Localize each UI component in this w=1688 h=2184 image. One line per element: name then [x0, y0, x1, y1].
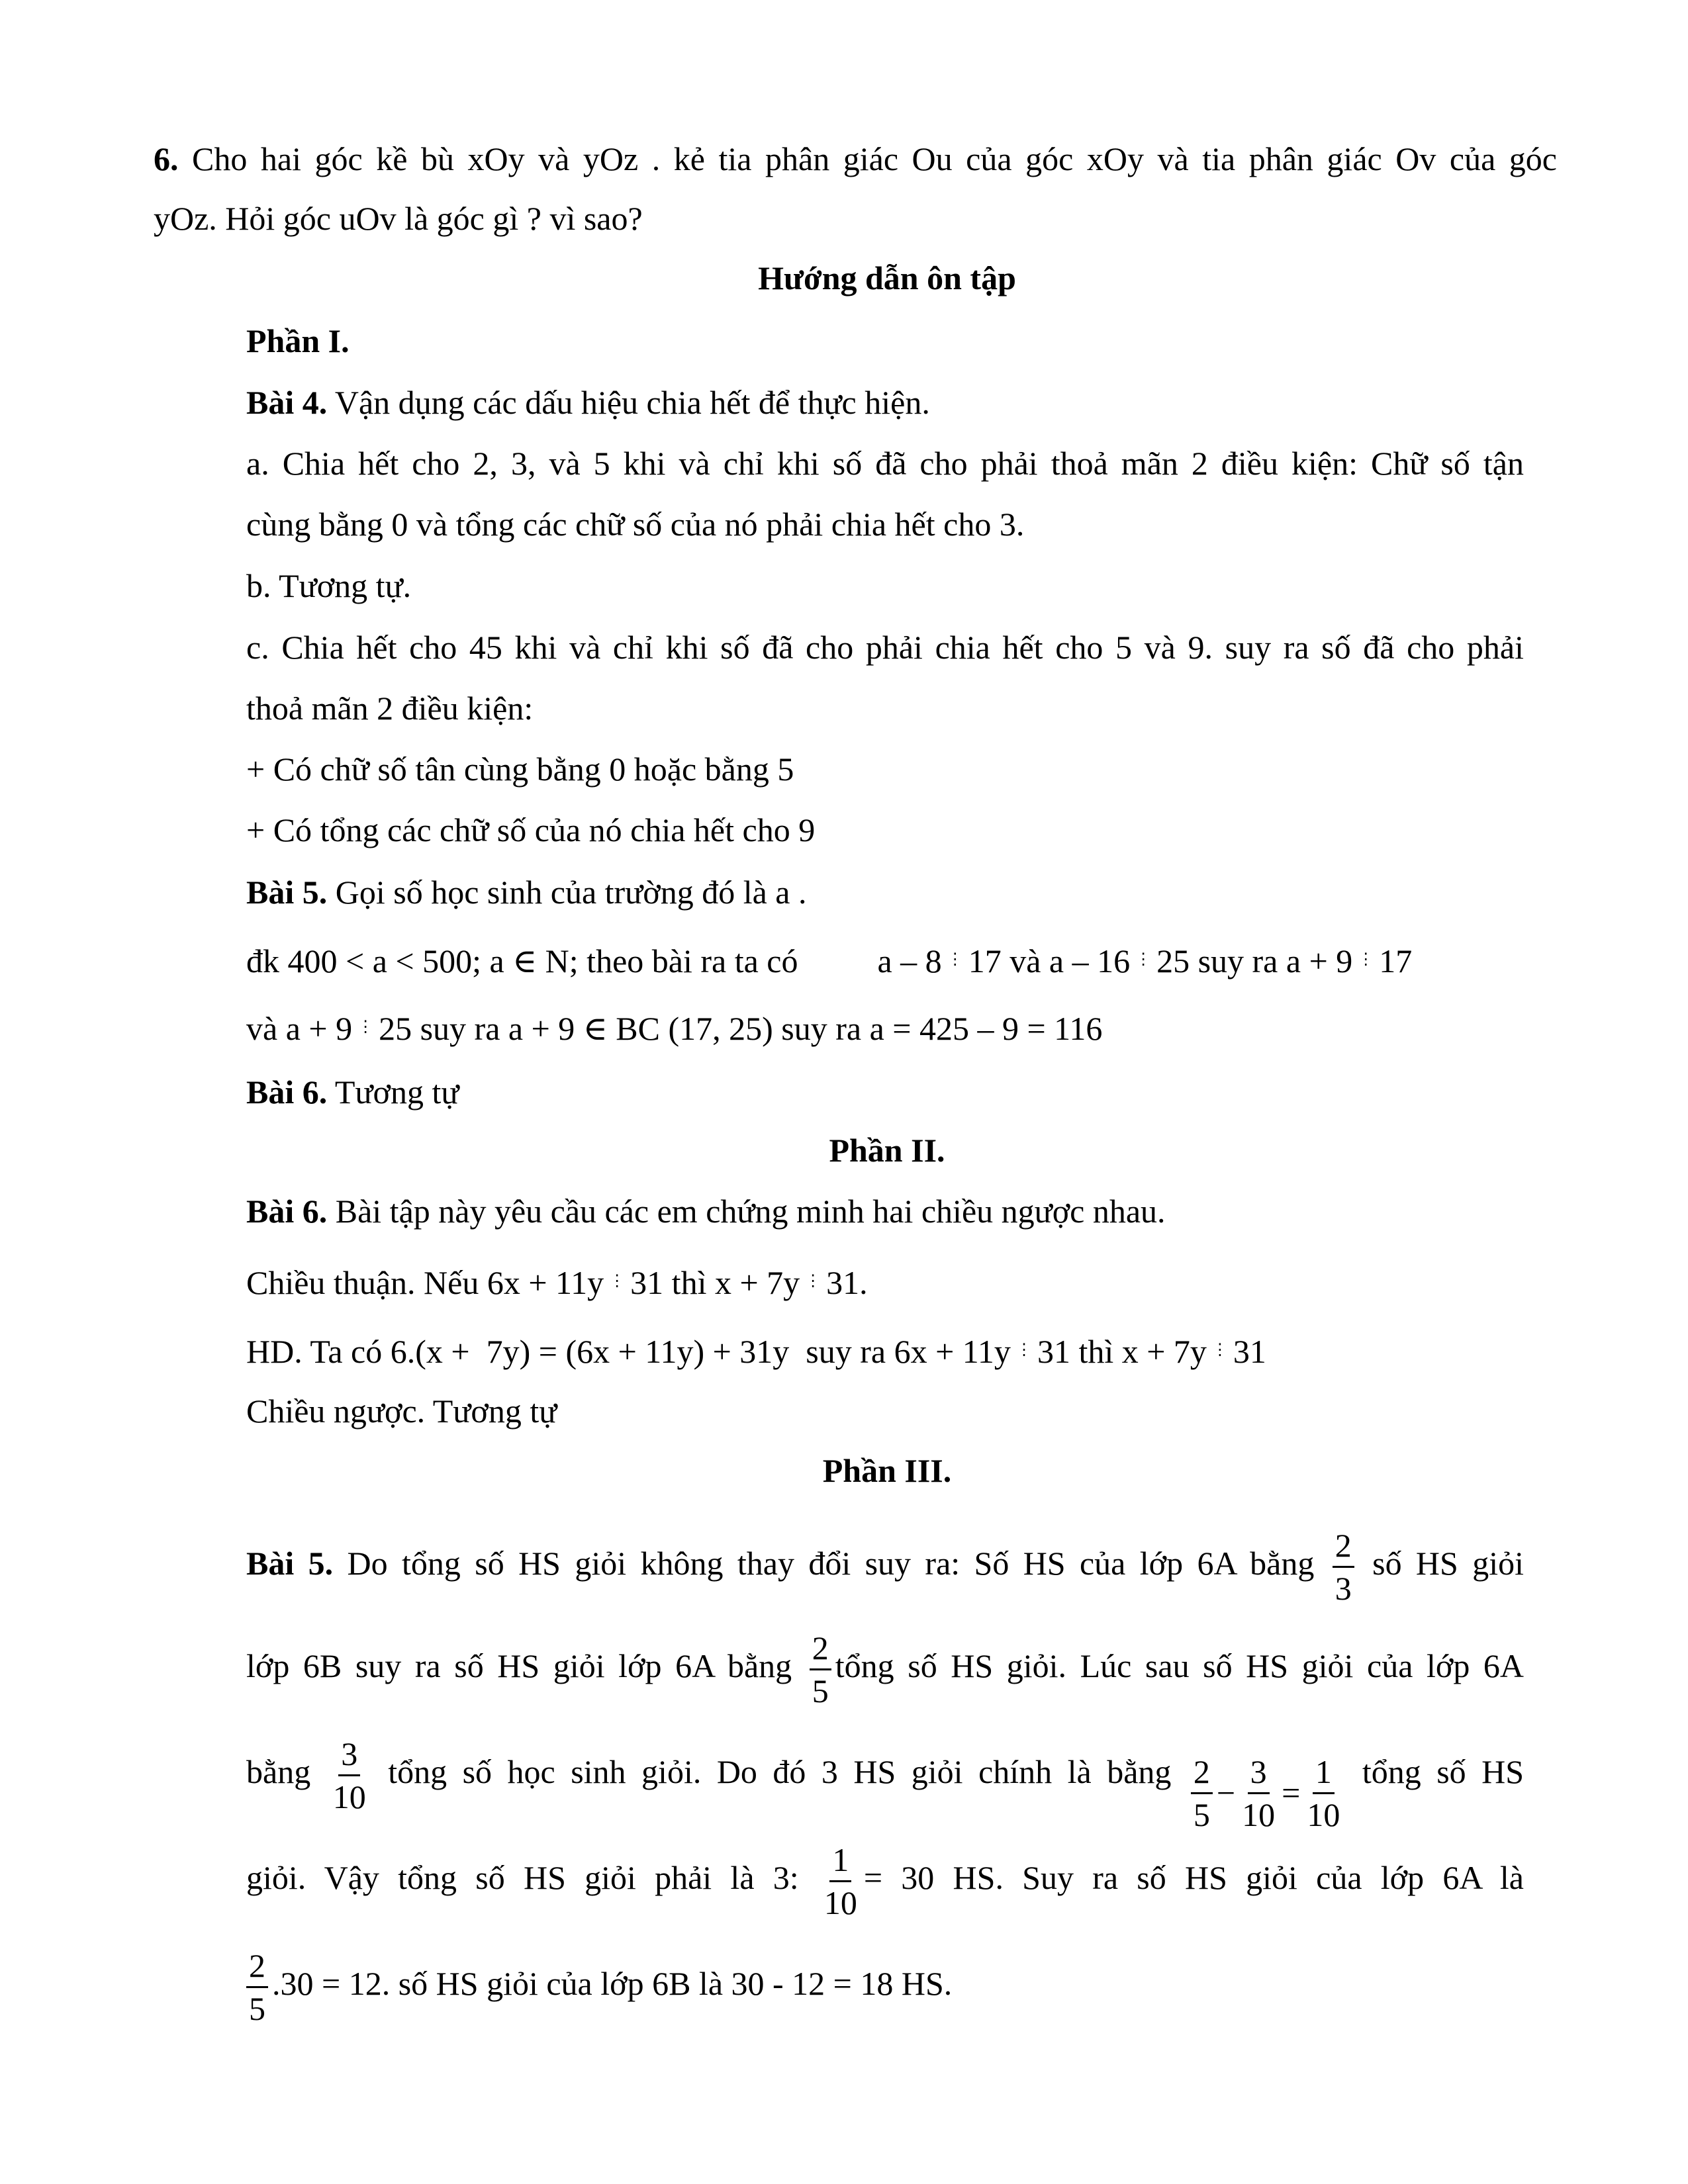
frac-den: 5	[249, 1990, 265, 2027]
p3-t3a: bằng	[246, 1752, 311, 1790]
frac-num: 2	[1191, 1755, 1213, 1794]
divides-icon: ⋮	[1358, 951, 1374, 968]
part2-title	[0, 1130, 1688, 1170]
part3-bai5-line1	[246, 1529, 1524, 1605]
frac-num: 1	[1313, 1755, 1335, 1794]
bai5-l2-expr2: 17 và a – 16	[968, 942, 1131, 979]
frac-num: 2	[1333, 1529, 1354, 1568]
divides-icon: ⋮	[1211, 1342, 1228, 1359]
q6-line-1	[154, 139, 1557, 179]
page-heading	[0, 258, 1688, 298]
bai4-c-line2: thoả mãn 2 điều kiện:	[246, 690, 534, 727]
part2-bai6-text: Bài tập này yêu cầu các em chứng minh hai chiều ngược nhau.	[335, 1193, 1166, 1230]
fraction-2-5	[810, 1631, 831, 1707]
part3-bai5-line5	[246, 1949, 952, 2025]
part3-title-text: Phần III.	[822, 1452, 952, 1489]
p3-t3b: tổng số học sinh giỏi. Do đó 3 HS giỏi chính là bằng	[388, 1752, 1172, 1790]
part1-bai5-line	[246, 872, 807, 912]
bai4-a-line2: cùng bằng 0 và tổng các chữ số của nó phải chia hết cho 3.	[246, 506, 1025, 543]
bai4-text: Vận dụng các dấu hiệu chia hết để thực hiện.	[334, 384, 930, 421]
frac-den: 10	[1242, 1796, 1276, 1833]
fraction-1-10	[1304, 1752, 1342, 1833]
bai4-b: b. Tương tự.	[246, 567, 412, 604]
bai5-l2-expr1: a – 8	[877, 942, 942, 979]
bai5-l2-cond: đk 400 < a < 500; a ∈ N; theo bài ra ta có	[246, 942, 798, 979]
fraction-2-5	[1191, 1752, 1213, 1833]
p3-t2b: tổng số HS giỏi. Lúc sau số HS giỏi của lớp 6A	[835, 1647, 1524, 1684]
part2-bai6-label: Bài 6.	[246, 1193, 328, 1230]
divides-icon: ⋮	[947, 951, 963, 968]
bai5-l2-expr3: 25 suy ra a + 9	[1156, 942, 1353, 979]
bai5-line2	[246, 940, 1412, 981]
frac-num: 3	[1248, 1755, 1270, 1794]
forward-expr3: 31.	[826, 1264, 868, 1301]
part2-bai6-reverse: Chiều ngược. Tương tự	[246, 1392, 557, 1430]
forward-expr1: Chiều thuận. Nếu 6x + 11y	[246, 1264, 604, 1301]
part3-bai5-line3	[246, 1737, 1524, 1831]
equals-sign: =	[1282, 1774, 1301, 1812]
bai5-l2-expr4: 17	[1379, 942, 1413, 979]
fraction-2-5	[246, 1949, 268, 2025]
frac-den: 10	[332, 1778, 366, 1815]
fraction-2-3	[1333, 1529, 1354, 1605]
part1-bai6-line	[246, 1072, 459, 1112]
part2-title-text: Phần II.	[829, 1132, 945, 1169]
part1-bai4-line	[246, 383, 930, 422]
part3-bai5-line2	[246, 1631, 1524, 1707]
fraction-expression	[1187, 1752, 1346, 1833]
divides-icon: ⋮	[1015, 1342, 1032, 1359]
bai4-a-line1: a. Chia hết cho 2, 3, và 5 khi và chỉ khi số đã cho phải thoả mãn 2 điều kiện: Chữ số tận	[246, 445, 1524, 482]
bai4-c-line1: c. Chia hết cho 45 khi và chỉ khi số đã cho phải chia hết cho 5 và 9. suy ra số đã cho phải	[246, 629, 1524, 666]
p3-t3c: tổng số HS	[1362, 1752, 1524, 1790]
q6-text-1: Cho hai góc kề bù xOy và yOz . kẻ tia phân giác Ou của góc xOy và tia phân giác Ov của góc	[192, 140, 1557, 177]
part1-title	[246, 321, 350, 361]
part3-title	[0, 1451, 1688, 1490]
fraction-3-10	[330, 1737, 369, 1813]
bai4-c-cond1: + Có chữ số tân cùng bằng 0 hoặc bằng 5	[246, 751, 794, 788]
frac-num: 2	[810, 1631, 831, 1670]
minus-sign: −	[1216, 1774, 1236, 1812]
part3-bai5-label: Bài 5.	[246, 1544, 334, 1582]
q6-line-2: yOz. Hỏi góc uOv là góc gì ? vì sao?	[154, 200, 643, 237]
part1-bai6-label: Bài 6.	[246, 1073, 328, 1111]
p3-t2a: lớp 6B suy ra số HS giỏi lớp 6A bằng	[246, 1647, 792, 1684]
divides-icon: ⋮	[609, 1273, 626, 1290]
p3-t1a: Do tổng số HS giỏi không thay đổi suy ra: Số HS của lớp 6A bằng	[347, 1544, 1315, 1582]
frac-den: 3	[1335, 1570, 1352, 1607]
forward-expr2: 31 thì x + 7y	[630, 1264, 800, 1301]
part2-bai6-line	[246, 1191, 1166, 1231]
divides-icon: ⋮	[357, 1019, 374, 1036]
bai4-c-cond2: + Có tổng các chữ số của nó chia hết cho 9	[246, 811, 816, 848]
frac-num: 2	[246, 1949, 268, 1988]
divides-icon: ⋮	[805, 1273, 821, 1290]
frac-num: 1	[829, 1843, 851, 1882]
frac-num: 3	[338, 1737, 360, 1776]
q6-number: 6.	[154, 140, 179, 177]
frac-den: 10	[823, 1884, 857, 1921]
frac-den: 10	[1307, 1796, 1340, 1833]
p3-t5a: .30 = 12	[272, 1964, 382, 2002]
bai5-l3-expr2: 25 suy ra a + 9 ∈ BC (17, 25) suy ra a = 425 – 9 = 116	[379, 1010, 1103, 1047]
part1-title-text: Phần I.	[246, 322, 350, 359]
part2-bai6-hint	[246, 1330, 1266, 1371]
part3-bai5-line4	[246, 1843, 1524, 1919]
divides-icon: ⋮	[1135, 951, 1152, 968]
fraction-1-10	[821, 1843, 860, 1919]
bai5-line3	[246, 1007, 1102, 1048]
fraction-3-10	[1239, 1752, 1278, 1833]
bai4-label: Bài 4.	[246, 384, 328, 421]
hint-expr3: 31	[1233, 1333, 1266, 1370]
heading-text: Hướng dẫn ôn tập	[758, 259, 1016, 296]
bai5-text: Gọi số học sinh của trường đó là a .	[335, 874, 807, 911]
frac-den: 5	[812, 1672, 829, 1709]
p3-t5b: . số HS giỏi của lớp 6B là 30 - 12 = 18 HS.	[381, 1964, 953, 2002]
p3-t1b: số HS giỏi	[1372, 1544, 1524, 1582]
bai5-l3-expr1: và a + 9	[246, 1010, 353, 1047]
bai5-label: Bài 5.	[246, 874, 328, 911]
p3-t4a: giỏi. Vậy tổng số HS giỏi phải là 3:	[246, 1858, 799, 1896]
frac-den: 5	[1193, 1796, 1210, 1833]
p3-t4b: = 30 HS. Suy ra số HS giỏi của lớp 6A là	[863, 1858, 1524, 1896]
part1-bai6-text: Tương tự	[334, 1073, 459, 1111]
hint-expr1: HD. Ta có 6.(x + 7y) = (6x + 11y) + 31y suy ra 6x + 11y	[246, 1333, 1011, 1370]
part2-bai6-forward	[246, 1261, 868, 1302]
hint-expr2: 31 thì x + 7y	[1037, 1333, 1207, 1370]
